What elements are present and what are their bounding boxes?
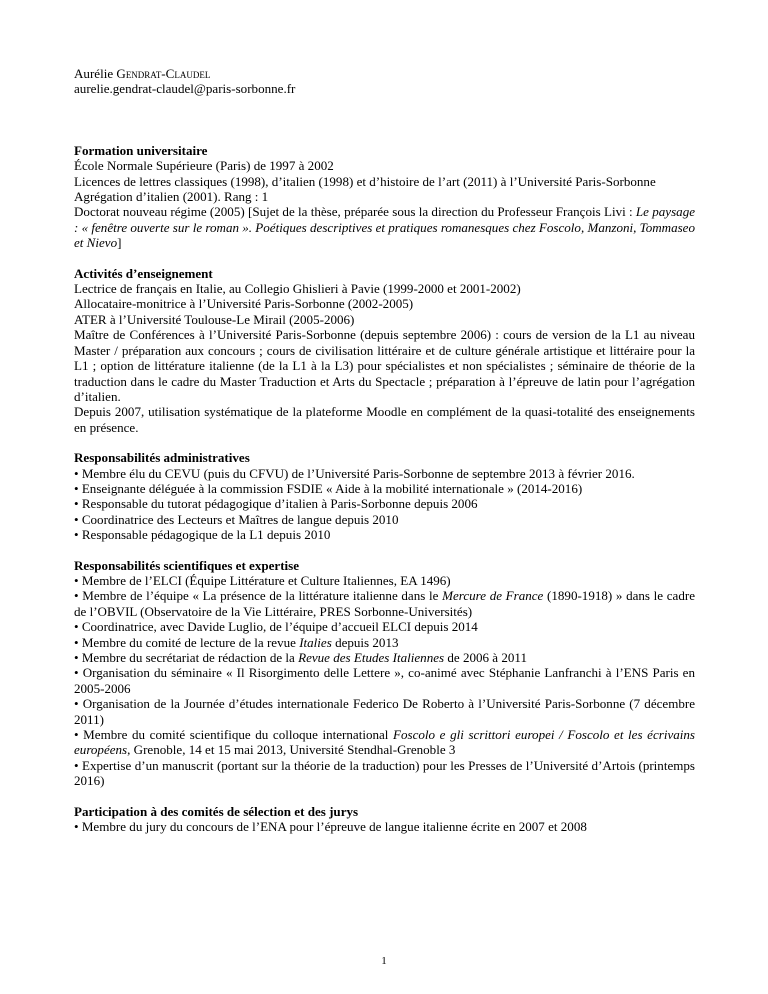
section-jurys xyxy=(74,804,695,835)
section-title-enseignement: Activités d’enseignement xyxy=(74,265,213,281)
scientifique-item xyxy=(74,588,695,619)
item-text: • Membre du secrétariat de rédaction de la xyxy=(74,650,299,665)
formation-line: Licences de lettres classiques (1998), d’italien (1998) et d’histoire de l’art (2011) à l’Université Paris-Sorbonne xyxy=(74,173,656,189)
item-text: de 2006 à 2011 xyxy=(444,650,527,665)
journal-title: Italies xyxy=(299,634,332,650)
item-text: depuis 2013 xyxy=(331,634,399,650)
journal-title: Revue des Etudes Italiennes xyxy=(298,650,445,665)
author-email: aurelie.gendrat-claudel@paris-sorbonne.fr xyxy=(74,81,296,97)
colloque-title: Foscolo e gli scrittori europei / Foscolo et les écrivains européens xyxy=(74,727,695,758)
admin-item: • Coordinatrice des Lecteurs et Maîtres de langue depuis 2010 xyxy=(74,511,399,527)
enseignement-line: Lectrice de français en Italie, au Collegio Ghislieri à Pavie (1999-2000 et 2001-2002) xyxy=(74,281,521,297)
author-last-name: Gendrat-Claudel xyxy=(116,66,211,81)
doctorat-text: Doctorat nouveau régime (2005) [Sujet de la thèse, préparée sous la direction du Professeur François Livi : xyxy=(74,204,636,220)
formation-line-doctorat xyxy=(74,204,695,250)
document-page xyxy=(74,66,695,834)
scientifique-item xyxy=(74,650,695,665)
scientifique-item xyxy=(74,727,695,758)
enseignement-line: Depuis 2007, utilisation systématique de la plateforme Moodle en complément de la quasi-totalité des enseignements en présence. xyxy=(74,404,695,435)
scientifique-item xyxy=(74,635,695,650)
enseignement-line: Allocataire-monitrice à l’Université Paris-Sorbonne (2002-2005) xyxy=(74,296,414,312)
doctorat-close: ] xyxy=(117,235,122,251)
section-title-formation: Formation universitaire xyxy=(74,142,208,158)
enseignement-line: ATER à l’Université Toulouse-Le Mirail (2005-2006) xyxy=(74,311,355,327)
formation-line: Agrégation d’italien (2001). Rang : 1 xyxy=(74,189,269,205)
enseignement-line: Maître de Conférences à l’Université Paris-Sorbonne (depuis septembre 2006) : cours de version de la L1 au niveau Master / préparation aux concours ; cours de civilisation littéraire et de culture générale artistique et littéraire pour la L1 ; option de littérature italienne (de la L1 à la L3) pour spécialistes et non spécialistes ; séminaire de théorie de la traduction dans le cadre du Master Traduction et Arts du Spectacle ; préparation à l’épreuve de latin pour l’agrégation d’italien. xyxy=(74,327,695,404)
admin-item: • Responsable du tutorat pédagogique d’italien à Paris-Sorbonne depuis 2006 xyxy=(74,496,478,512)
item-text: • Membre du comité de lecture de la revue xyxy=(74,634,300,650)
scientifique-item: • Organisation du séminaire « Il Risorgimento delle Lettere », co-animé avec Stéphanie Lanfranchi à l’ENS Paris en 2005-2006 xyxy=(74,665,695,696)
item-text: , Grenoble, 14 et 15 mai 2013, Université Stendhal-Grenoble 3 xyxy=(127,742,456,758)
item-text: • Membre du comité scientifique du colloque international xyxy=(74,727,394,743)
scientifique-item: • Membre de l’ELCI (Équipe Littérature et Culture Italiennes, EA 1496) xyxy=(74,572,451,588)
formation-line: École Normale Supérieure (Paris) de 1997 à 2002 xyxy=(74,158,334,174)
page-number: 1 xyxy=(381,955,387,967)
thesis-title: Le paysage : « fenêtre ouverte sur le roman ». Poétiques descriptives et pratiques romanesques chez Foscolo, Manzoni, Tommaseo et Nievo xyxy=(74,204,696,251)
section-title-jurys: Participation à des comités de sélection et des jurys xyxy=(74,803,359,819)
section-title-scientifique: Responsabilités scientifiques et expertise xyxy=(74,557,300,573)
section-admin xyxy=(74,450,695,542)
author-name xyxy=(74,66,695,81)
section-scientifique xyxy=(74,558,695,789)
jurys-item: • Membre du jury du concours de l’ENA pour l’épreuve de langue italienne écrite en 2007 et 2008 xyxy=(74,819,587,835)
admin-item: • Enseignante déléguée à la commission FSDIE « Aide à la mobilité internationale » (2014-2016) xyxy=(74,480,583,496)
item-text: • Membre de l’équipe « La présence de la littérature italienne dans le xyxy=(74,588,443,604)
section-title-admin: Responsabilités administratives xyxy=(74,450,250,466)
scientifique-item: • Expertise d’un manuscrit (portant sur la théorie de la traduction) pour les Presses de l’Université d’Artois (printemps 2016) xyxy=(74,757,695,789)
journal-title: Mercure de France xyxy=(442,588,544,604)
admin-item: • Membre élu du CEVU (puis du CFVU) de l’Université Paris-Sorbonne de septembre 2013 à février 2016. xyxy=(74,465,635,481)
scientifique-item: • Coordinatrice, avec Davide Luglio, de l’équipe d’accueil ELCI depuis 2014 xyxy=(74,619,478,635)
author-first-name: Aurélie xyxy=(74,66,114,81)
section-enseignement xyxy=(74,266,695,435)
section-formation xyxy=(74,143,695,251)
scientifique-item: • Organisation de la Journée d’études internationale Federico De Roberto à l’Université Paris-Sorbonne (7 décembre 2011) xyxy=(74,696,695,727)
admin-item: • Responsable pédagogique de la L1 depuis 2010 xyxy=(74,527,331,543)
item-text: (1890-1918) » dans le cadre de l’OBVIL (Observatoire de la Vie Littéraire, PRES Sorbonne-Universités) xyxy=(74,588,695,619)
